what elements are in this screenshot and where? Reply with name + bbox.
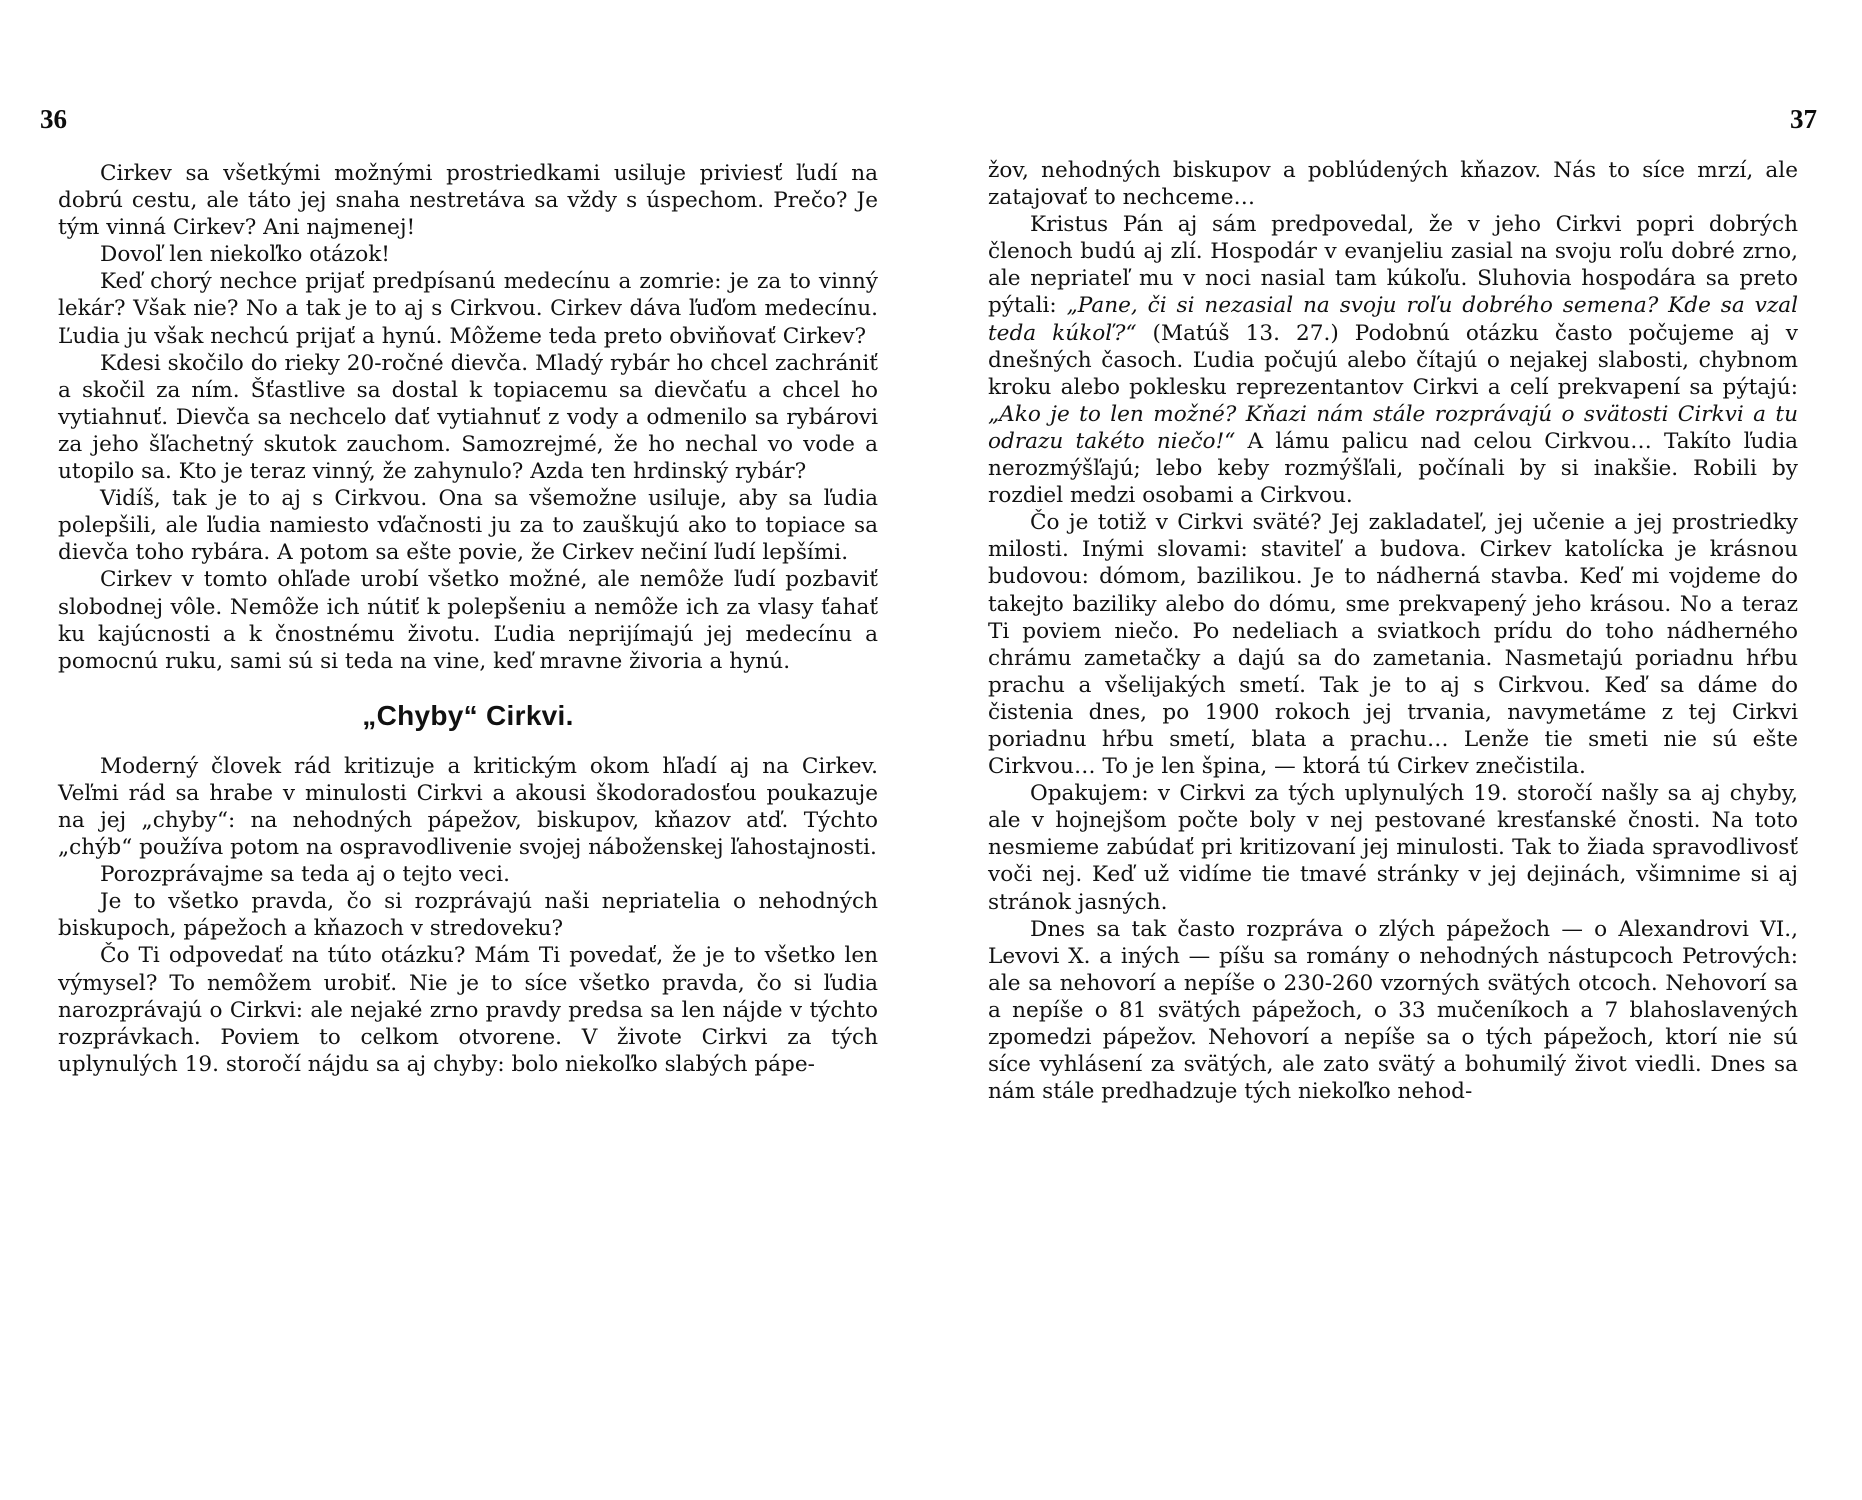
paragraph: Vidíš, tak je to aj s Cirkvou. Ona sa všemožne usiluje, aby sa ľudia polepšili, ale ľudia namiesto vďačnosti ju za to zauškujú ako to topiace sa dievča toho rybára. A potom sa ešte povie, že Cirkev nečiní ľudí lepšími. bbox=[58, 486, 878, 566]
section-heading: „Chyby“ Cirkvi. bbox=[362, 699, 574, 731]
paragraph: Dovoľ len niekoľko otázok! bbox=[100, 242, 390, 268]
page-number-left: 36 bbox=[40, 104, 67, 134]
paragraph: Čo Ti odpovedať na túto otázku? Mám Ti povedať, že je to všetko len výmysel? To nemôžem urobiť. Nie je to síce všetko pravda, čo si ľudia narozprávajú o Cirkvi: ale nejaké zrno pravdy predsa sa len nájde v týchto rozprávkach. Poviem to celkom otvorene. V živote Cirkvi za tých uplynulých 19. storočí nájdu sa aj chyby: bolo niekoľko slabých pápe- bbox=[58, 943, 878, 1077]
left-text-column bbox=[58, 160, 878, 1078]
paragraph-text: Kristus Pán aj sám predpovedal, že v jeho Cirkvi popri dobrých členoch budú aj zlí. Hospodár v evanjeliu zasial na svoju roľu dobré zrno, ale nepriateľ mu v noci nasial tam kúkoľu. Sluhovia hospodára sa preto pýtali: bbox=[988, 212, 1798, 319]
paragraph: Cirkev sa všetkými možnými prostriedkami usiluje priviesť ľudí na dobrú cestu, ale táto jej snaha nestretáva sa vždy s úspechom. Prečo? Je tým vinná Cirkev? Ani najmenej! bbox=[58, 161, 878, 241]
paragraph: Opakujem: v Cirkvi za tých uplynulých 19. storočí našly sa aj chyby, ale v hojnejšom počte boly v nej pestované kresťanské čnosti. Na toto nesmieme zabúdať pri kritizovaní jej minulosti. Tak to žiada spravodlivosť voči nej. Keď už vidíme tie tmavé stránky v jej dejinách, všimnime si aj stránok jasných. bbox=[988, 781, 1798, 915]
paragraph: Moderný človek rád kritizuje a kritickým okom hľadí aj na Cirkev. Veľmi rád sa hrabe v minulosti Cirkvi a akousi škodoradosťou poukazuje na jej „chyby“: na nehodných pápežov, biskupov, kňazov atď. Týchto „chýb“ používa potom na ospravodlivenie svojej náboženskej ľahostajnosti. bbox=[58, 753, 878, 861]
paragraph: Dnes sa tak často rozpráva o zlých pápežoch — o Alexandrovi VI., Levovi X. a iných — píšu sa romány o nehodných nástupcoch Petrových: ale sa nehovorí a nepíše o 230-260 vzorných svätých otcoch. Nehovorí sa a nepíše o 81 svätých pápežoch, o 33 mučeníkoch a 7 blahoslavených zpomedzi pápežov. Nehovorí a nepíše sa o tých pápežoch, ktorí nie sú síce vyhlásení za svätých, ale zato svätý a bohumilý život viedli. Dnes sa nám stále predhadzuje tých niekoľko nehod- bbox=[988, 916, 1798, 1105]
paragraph: Je to všetko pravda, čo si rozprávajú naši nepriatelia o nehodných biskupoch, pápežoch a kňazoch v stredoveku? bbox=[58, 889, 878, 942]
paragraph: Čo je totiž v Cirkvi sväté? Jej zakladateľ, jej učenie a jej prostriedky milosti. Inými slovami: staviteľ a budova. Cirkev katolícka je krásnou budovou: dómom, bazilikou. Je to nádherná stavba. Keď mi vojdeme do takejto baziliky alebo do dómu, sme prekvapený jeho krásou. No a teraz Ti poviem niečo. Po nedeliach a sviatkoch prídu do toho nádherného chrámu zametačky a dajú sa do zametania. Nasmetajú poriadnu hŕbu prachu a všelijakých smetí. Tak je to aj s Cirkvou. Keď sa dáme do čistenia dnes, po 1900 rokoch jej trvania, navymetáme z tej Cirkvi poriadnu hŕbu smetí, blata a prachu… Lenže tie smeti nie sú ešte Cirkvou… To je len špina, — ktorá tú Cirkev znečistila. bbox=[988, 510, 1798, 780]
paragraph: Kdesi skočilo do rieky 20-ročné dievča. Mladý rybár ho chcel zachrániť a skočil za ním. Šťastlive sa dostal k topiacemu sa dievčaťu a chcel ho vytiahnuť. Dievča sa nechcelo dať vytiahnuť z vody a odmenilo sa rybárovi za jeho šľachetný skutok zauchom. Samozrejmé, že ho nechal vo vode a utopilo sa. Kto je teraz vinný, že zahynulo? Azda ten hrdinský rybár? bbox=[58, 350, 878, 485]
bible-quote: „Pane, či si nezasial na svoju roľu dobrého semena? Kde sa vzal teda kúkoľ?“ bbox=[988, 293, 1798, 346]
paragraph-text: (Matúš 13. 27.) Podobnú otázku často počujeme aj v dnešných časoch. Ľudia počujú alebo čítajú o nejakej slabosti, chybnom kroku alebo poklesku reprezentantov Cirkvi a celí prekvapení sa pýtajú: bbox=[988, 320, 1798, 400]
right-page bbox=[931, 0, 1862, 1500]
page-number-right: 37 bbox=[1790, 104, 1817, 134]
paragraph: Porozprávajme sa teda aj o tejto veci. bbox=[100, 862, 510, 888]
paragraph-text: A lámu palicu nad celou Cirkvou… Takíto ľudia nerozmýšľajú; lebo keby rozmýšľali, počínali by si inakšie. Robili by rozdiel medzi osobami a Cirkvou. bbox=[988, 428, 1798, 509]
paragraph: Keď chorý nechce prijať predpísanú medecínu a zomrie: je za to vinný lekár? Však nie? No a tak je to aj s Cirkvou. Cirkev dáva ľuďom medecínu. Ľudia ju však nechcú prijať a hynú. Môžeme teda preto obviňovať Cirkev? bbox=[58, 269, 878, 349]
paragraph bbox=[988, 211, 1798, 509]
right-text-column bbox=[988, 157, 1798, 1105]
quoted-speech: „Ako je to len možné? Kňazi nám stále rozprávajú o svätosti Cirkvi a tu odrazu takéto niečo!“ bbox=[988, 401, 1798, 454]
paragraph-continued: žov, nehodných biskupov a poblúdených kňazov. Nás to síce mrzí, ale zatajovať to nechceme… bbox=[988, 158, 1798, 211]
paragraph: Cirkev v tomto ohľade urobí všetko možné, ale nemôže ľudí pozbaviť slobodnej vôle. Nemôže ich nútiť k polepšeniu a nemôže ich za vlasy ťahať ku kajúcnosti a k čnostnému životu. Ľudia neprijímajú jej medecínu a pomocnú ruku, sami sú si teda na vine, keď mravne živoria a hynú. bbox=[58, 567, 878, 674]
